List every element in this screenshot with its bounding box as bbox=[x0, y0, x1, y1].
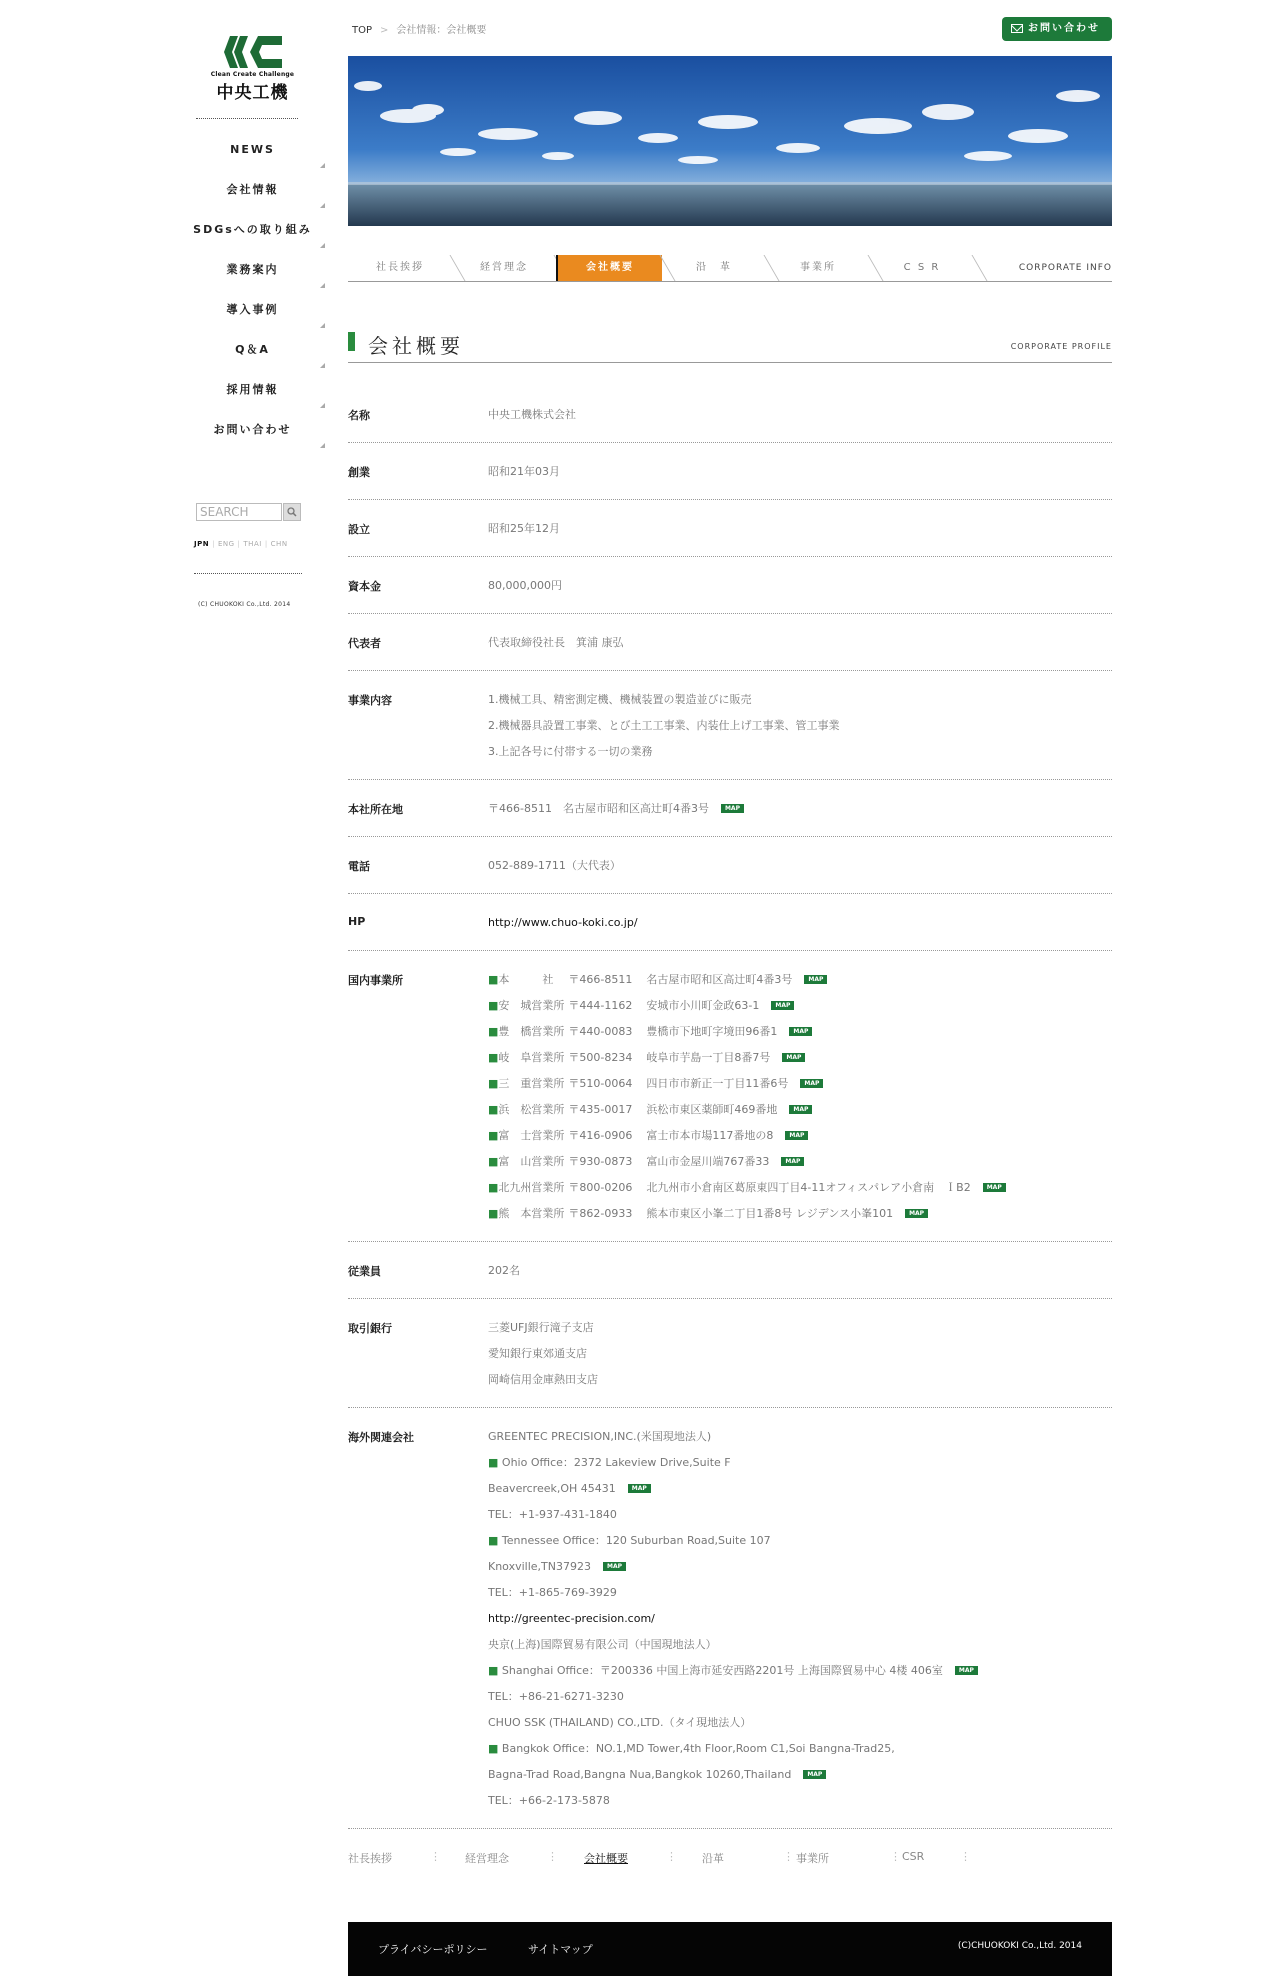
table-row: 代表者 代表取締役社長 箕浦 康弘 bbox=[348, 614, 1112, 671]
table-row: 取引銀行 三菱UFJ銀行滝子支店 愛知銀行東郊通支店 岡崎信用金庫熱田支店 bbox=[348, 1299, 1112, 1408]
lang-jpn[interactable]: JPN bbox=[194, 540, 210, 548]
office-item: ■安 城営業所 〒444-1162 安城市小川町金政63-1 MAP bbox=[488, 998, 1112, 1024]
subnav-csr[interactable]: CSR bbox=[902, 1850, 925, 1863]
table-row: 創業 昭和21年03月 bbox=[348, 443, 1112, 500]
company-info-tabs bbox=[348, 255, 1112, 282]
map-button[interactable]: MAP bbox=[782, 1053, 805, 1062]
offices-list bbox=[488, 972, 1112, 1222]
logo-mark-icon bbox=[224, 36, 282, 68]
divider bbox=[194, 573, 302, 574]
table-row: 設立 昭和25年12月 bbox=[348, 500, 1112, 557]
subnav-profile[interactable]: 会社概要 bbox=[584, 1852, 628, 1865]
subnav-message[interactable]: 社長挨拶 bbox=[348, 1852, 392, 1865]
breadcrumb-top[interactable]: TOP bbox=[352, 25, 373, 36]
tab-history[interactable]: 沿 革 bbox=[662, 255, 766, 281]
table-row: 従業員 202名 bbox=[348, 1242, 1112, 1299]
map-button[interactable]: MAP bbox=[905, 1209, 928, 1218]
office-item: ■富 山営業所 〒930-0873 富山市金屋川端767番33 MAP bbox=[488, 1154, 1112, 1180]
nav-item-contact[interactable]: お問い合わせ bbox=[180, 420, 325, 460]
sidebar-nav bbox=[180, 140, 325, 460]
map-button[interactable]: MAP bbox=[628, 1484, 651, 1493]
office-item: ■岐 阜営業所 〒500-8234 岐阜市芋島一丁目8番7号 MAP bbox=[488, 1050, 1112, 1076]
privacy-policy-link[interactable]: プライバシーポリシー bbox=[378, 1943, 488, 1956]
footer-copyright: (C)CHUOKOKI Co.,Ltd. 2014 bbox=[957, 1941, 1082, 1951]
section-heading bbox=[348, 330, 1112, 363]
footer bbox=[348, 1922, 1112, 1976]
subnav-philosophy[interactable]: 経営理念 bbox=[465, 1852, 509, 1865]
table-row: 名称 中央工機株式会社 bbox=[348, 386, 1112, 443]
map-button[interactable]: MAP bbox=[804, 975, 827, 984]
greentec-link[interactable]: http://greentec-precision.com/ bbox=[488, 1612, 655, 1625]
nav-item-qa[interactable]: Q＆A bbox=[180, 340, 325, 380]
map-button[interactable]: MAP bbox=[803, 1770, 826, 1779]
sitemap-link[interactable]: サイトマップ bbox=[528, 1943, 593, 1956]
nav-item-services[interactable]: 業務案内 bbox=[180, 260, 325, 300]
map-button[interactable]: MAP bbox=[785, 1131, 808, 1140]
lang-thai[interactable]: THAI bbox=[243, 540, 262, 548]
lang-chn[interactable]: CHN bbox=[270, 540, 288, 548]
nav-item-news[interactable]: NEWS bbox=[180, 140, 325, 180]
subnav-history[interactable]: 沿革 bbox=[702, 1852, 724, 1865]
table-row: 電話 052-889-1711（大代表） bbox=[348, 837, 1112, 894]
search-icon bbox=[284, 504, 300, 520]
mail-icon bbox=[1011, 24, 1023, 33]
tab-csr[interactable]: C S R bbox=[870, 255, 974, 281]
map-button[interactable]: MAP bbox=[983, 1183, 1006, 1192]
sidebar bbox=[180, 30, 325, 608]
nav-item-sdgs[interactable]: SDGsへの取り組み bbox=[180, 220, 325, 260]
map-button[interactable]: MAP bbox=[789, 1027, 812, 1036]
table-row: 海外関連会社 GREENTEC PRECISION,INC.(米国現地法人) ■ Ohio Office：2372 Lakeview Drive,Suite F Beavercreek,OH 45431 MAP TEL：+1-937-431-1840 ■ Tennessee Office：120 Suburban Road,Suite 107 Knoxville,TN37923 MAP TEL：+1-865-769-3929 http://greentec-precision.com/ 央京(上海)国際貿易有限公司（中国現地法人） ■ Shanghai Office：〒200336 中国上海市延安西路2201号 上海国際貿易中心 4楼 406室 MAP TEL：+86-21-6271-3230 CHUO SSK (THAILAND) CO.,LTD.（タイ現地法人） ■ Bangkok Office：NO.1,MD Tower,4th Floor,Room C1,Soi Bangna-Trad25, Bagna-Trad Road,Bangna Nua,Bangkok 10260,Thailand MAP TEL：+66-2-173-5878 bbox=[348, 1408, 1112, 1829]
office-item: ■富 士営業所 〒416-0906 富士市本市場117番地の8 MAP bbox=[488, 1128, 1112, 1154]
homepage-link[interactable]: http://www.chuo-koki.co.jp/ bbox=[488, 916, 638, 929]
subnav-offices[interactable]: 事業所 bbox=[796, 1852, 829, 1865]
profile-table bbox=[348, 386, 1112, 1829]
lang-eng[interactable]: ENG bbox=[217, 540, 235, 548]
map-button[interactable]: MAP bbox=[771, 1001, 794, 1010]
company-logo[interactable] bbox=[198, 30, 308, 105]
hero-sky-image bbox=[348, 56, 1112, 226]
map-button[interactable]: MAP bbox=[955, 1666, 978, 1675]
office-item: ■三 重営業所 〒510-0064 四日市市新正一丁目11番6号 MAP bbox=[488, 1076, 1112, 1102]
nav-item-company[interactable]: 会社情報 bbox=[180, 180, 325, 220]
office-item: ■北九州営業所 〒800-0206 北九州市小倉南区葛原東四丁目4-11オフィスパレア小倉南 ＩB2 MAP bbox=[488, 1180, 1112, 1206]
tab-message[interactable]: 社長挨拶 bbox=[348, 255, 452, 281]
sidebar-copyright: (C) CHUOKOKI Co.,Ltd. 2014 bbox=[198, 601, 291, 608]
table-row: 国内事業所 ■本 社 〒466-8511 名古屋市昭和区高辻町4番3号 MAP ■安 城営業所 〒444-1162 安城市小川町金政63-1 MAP ■豊 橋営業所 〒440-0083 豊橋市下地町字境田96番1 MAP ■岐 阜営業所 〒500-8234 岐阜市芋島一丁目8番7号 MAP ■三 重営業所 〒510-0064 四日市市新正一丁目11番6号 MAP ■浜 松営業所 〒435-0017 浜松市東区薬師町469番地 MAP ■富 士営業所 〒416-0906 富士市本市場117番地の8 MAP ■富 山営業所 〒930-0873 富山市金屋川端767番33 MAP ■北九州営業所 〒800-0206 北九州市小倉南区葛原東四丁目4-11オフィスパレア小倉南 ＩB2 MAP ■熊 本営業所 〒862-0933 熊本市東区小峯二丁目1番8号 レジデンス小峯101 MAP bbox=[348, 951, 1112, 1242]
map-button[interactable]: MAP bbox=[789, 1105, 812, 1114]
contact-button[interactable]: お問い合わせ bbox=[1002, 17, 1112, 41]
search-button[interactable] bbox=[283, 503, 301, 521]
logo-name: 中央工機 bbox=[216, 83, 289, 103]
divider bbox=[196, 118, 298, 119]
page-subtitle: CORPORATE PROFILE bbox=[1010, 342, 1112, 351]
office-item: ■豊 橋営業所 〒440-0083 豊橋市下地町字境田96番1 MAP bbox=[488, 1024, 1112, 1050]
office-item: ■本 社 〒466-8511 名古屋市昭和区高辻町4番3号 MAP bbox=[488, 972, 1112, 998]
breadcrumb: TOP > 会社情報：会社概要 bbox=[352, 25, 487, 36]
tabs-title: CORPORATE INFO bbox=[1018, 263, 1112, 273]
table-row: HP http://www.chuo-koki.co.jp/ bbox=[348, 894, 1112, 951]
tab-profile[interactable]: 会社概要 bbox=[558, 255, 662, 281]
page-title: 会社概要 bbox=[368, 334, 464, 358]
office-item: ■熊 本営業所 〒862-0933 熊本市東区小峯二丁目1番8号 レジデンス小峯101 MAP bbox=[488, 1206, 1112, 1222]
nav-item-recruit[interactable]: 採用情報 bbox=[180, 380, 325, 420]
map-button[interactable]: MAP bbox=[800, 1079, 823, 1088]
map-button[interactable]: MAP bbox=[603, 1562, 626, 1571]
logo-tagline: Clean Create Challenge bbox=[210, 71, 295, 78]
map-button[interactable]: MAP bbox=[781, 1157, 804, 1166]
heading-bar bbox=[348, 332, 355, 351]
tab-philosophy[interactable]: 経営理念 bbox=[452, 255, 556, 281]
table-row: 資本金 80,000,000円 bbox=[348, 557, 1112, 614]
search-input[interactable]: SEARCH bbox=[196, 503, 282, 521]
office-item: ■浜 松営業所 〒435-0017 浜松市東区薬師町469番地 MAP bbox=[488, 1102, 1112, 1128]
table-row: 事業内容 1.機械工具、精密測定機、機械装置の製造並びに販売 2.機械器具設置工事業、とび土工工事業、内装仕上げ工事業、管工事業 3.上記各号に付帯する一切の業務 bbox=[348, 671, 1112, 780]
language-switcher: JPN | ENG | THAI | CHN bbox=[194, 540, 288, 548]
nav-item-cases[interactable]: 導入事例 bbox=[180, 300, 325, 340]
map-button[interactable]: MAP bbox=[721, 804, 744, 813]
breadcrumb-current: 会社情報：会社概要 bbox=[396, 25, 487, 36]
tab-offices[interactable]: 事業所 bbox=[766, 255, 870, 281]
table-row: 本社所在地 〒466-8511 名古屋市昭和区高辻町4番3号 MAP bbox=[348, 780, 1112, 837]
